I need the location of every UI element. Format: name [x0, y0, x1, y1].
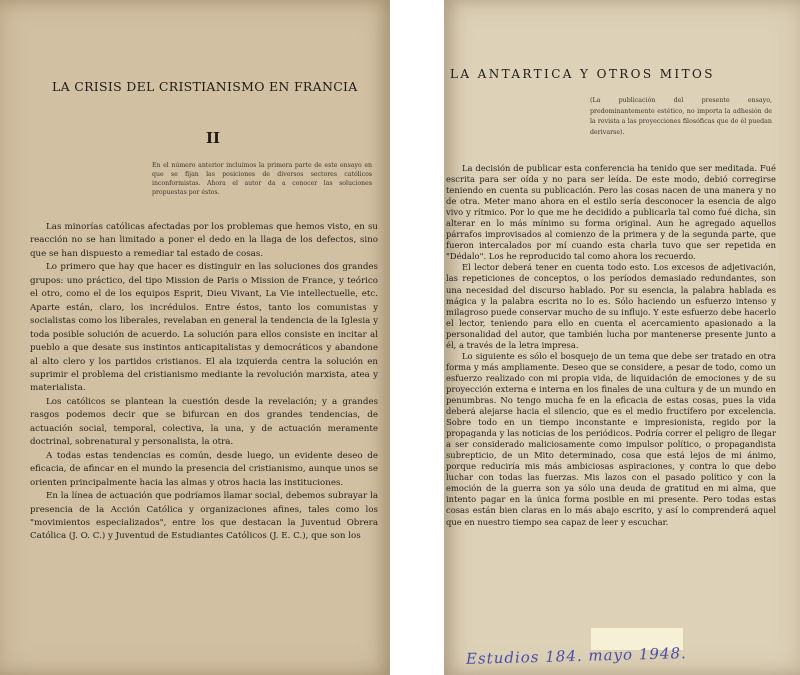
left-paragraph: Las minorías católicas afectadas por los problemas que hemos visto, en su reacción no se han limitado a poner el dedo en la llaga de los defectos, sino que se han dispuesto a remediar tal estado de cosas.	[30, 222, 378, 259]
right-paragraph: La decisión de publicar esta conferencia ha tenido que ser meditada. Fué escrita para ser oída y no para ser leída. De este modo, debió corregirse teniendo en cuenta su publicación. Pero las cosas nacen de una manera y no de otra. Meter mano ahora en el estilo sería desconocer la esencia de algo vivo y rítmico. Por lo que me he decidido a publicarla tal como fué dicha, sin alterar en lo más mínimo su forma original. Aun he agregado aquellos párrafos improvisados al comienzo de la primera y de la segunda parte, que fueron intercalados por mí cuando esta charla tuvo que ser repetida en "Dédalo". Los he reproducido tal como ahora los recuerdo.	[446, 163, 776, 262]
left-paragraph: Los católicos se plantean la cuestión desde la revelación; y a grandes rasgos podemos decir que se bifurcan en dos grandes tendencias, de actuación social, temporal, colectiva, la una, y de actuación meramente doctrinal, sobrenatural y personalista, la otra.	[30, 396, 378, 448]
handwritten-note: Estudios 184. mayo 1948.	[465, 644, 687, 668]
left-paragraph: En la línea de actuación que podríamos llamar social, debemos subrayar la presencia de la Acción Católica y organizaciones afines, tales como los "movimientos especializados", entre los que destacan la Juventud Obrera Católica (J. O. C.) y Juventud de Estudiantes Católicos (J. E. C.), que son los	[30, 491, 378, 542]
right-paragraph: Lo siguiente es sólo el bosquejo de un tema que debe ser tratado en otra forma y más ampliamente. Deseo que se considere, a pesar de todo, como un esfuerzo realizado con mi propia vida, de liquidación de emociones y de su proyección externa e interna en los finales de una cultura y de un mundo en penumbras. No tengo mucha fe en la eficacia de estas cosas, pues la vida deberá alejarse hacia el silencio, que es el medio fructífero por excelencia. Sobre todo en un tiempo inconstante e impresionista, regido por la propaganda y las noticias de los periódicos. Podría correr el peligro de llegar a ser considerado maliciosamente como impulsor político, o propagandista subrepticio, de un Mito determinado, cosa que está lejos de mi ánimo, porque reduciría mis más ambiciosas aspiraciones, y contra lo que debo luchar con todas las fuerzas. Mis lazos con el pasado político y con la emoción de la guerra son ya sólo una deuda de gratitud en mi alma, que intento pagar en la única forma posible en mi presente. Pero todas estas cosas están bien claras en lo más abajo escrito, y así lo comprenderá aquel que en nuestro tiempo sea capaz de leer y escuchar.	[446, 350, 776, 527]
right-paragraph: El lector deberá tener en cuenta todo esto. Los excesos de adjetivación, las repeticiones de conceptos, o los períodos demasiado redundantes, son una necesidad del discurso hablado. Por su esencia, la palabra hablada es mágica y la palabra escrita no lo es. Sólo haciendo un esfuerzo intenso y milagroso puede conservar mucho de su influjo. Y este esfuerzo debe hacerlo el lector, teniendo para ello en cuenta el acercamiento apasionado a la personalidad del autor, que también lucha por mantenerse presente junto a él, a través de la letra impresa.	[446, 262, 776, 350]
right-article-title: LA ANTARTICA Y OTROS MITOS	[450, 67, 715, 81]
right-intro-note: (La publicación del presente ensayo, predominantemente estético, no importa la adhesión de la revista a las proyecciones filosóficas que de él puedan derivarse).	[590, 97, 772, 136]
page-gutter	[390, 0, 444, 675]
right-article-body	[446, 163, 776, 528]
left-section-number: II	[206, 129, 221, 147]
left-paragraph: A todas estas tendencias es común, desde luego, un evidente deseo de eficacia, de afincar en el mundo la presencia del cristianismo, aunque unos se orienten principalmente hacia las almas y otros hacia las instituciones.	[30, 450, 378, 488]
left-paragraph: Lo primero que hay que hacer es distinguir en las soluciones dos grandes grupos: uno práctico, del tipo Mission de Paris o Mission de France, y teórico el otro, como el de los equipos Esprit, Dieu Vivant, La Vie intellectuelle, etc. Aparte están, claro, los incrédulos. Entre éstos, tanto los comunistas y socialistas como los liberales, revelaban en general la tendencia de la Iglesia y toda posible solución de acuerdo. La solución para ellos consiste en incitar al pueblo a que desate sus instintos anticapitalistas y democráticos y abandone al alto clero y los partidos cristianos. El ala izquierda centra la solución en suprimir el problema del cristianismo mediante la revolución marxista, atea y materialista.	[30, 262, 378, 394]
left-article-body	[30, 221, 378, 544]
left-article-title: LA CRISIS DEL CRISTIANISMO EN FRANCIA	[52, 79, 358, 94]
left-intro-note: En el número anterior incluimos la primera parte de este ensayo en que se fijan las posiciones de diversos sectores católicos inconformistas. Ahora el autor da a conocer las soluciones propuestas por éstos.	[152, 162, 372, 196]
